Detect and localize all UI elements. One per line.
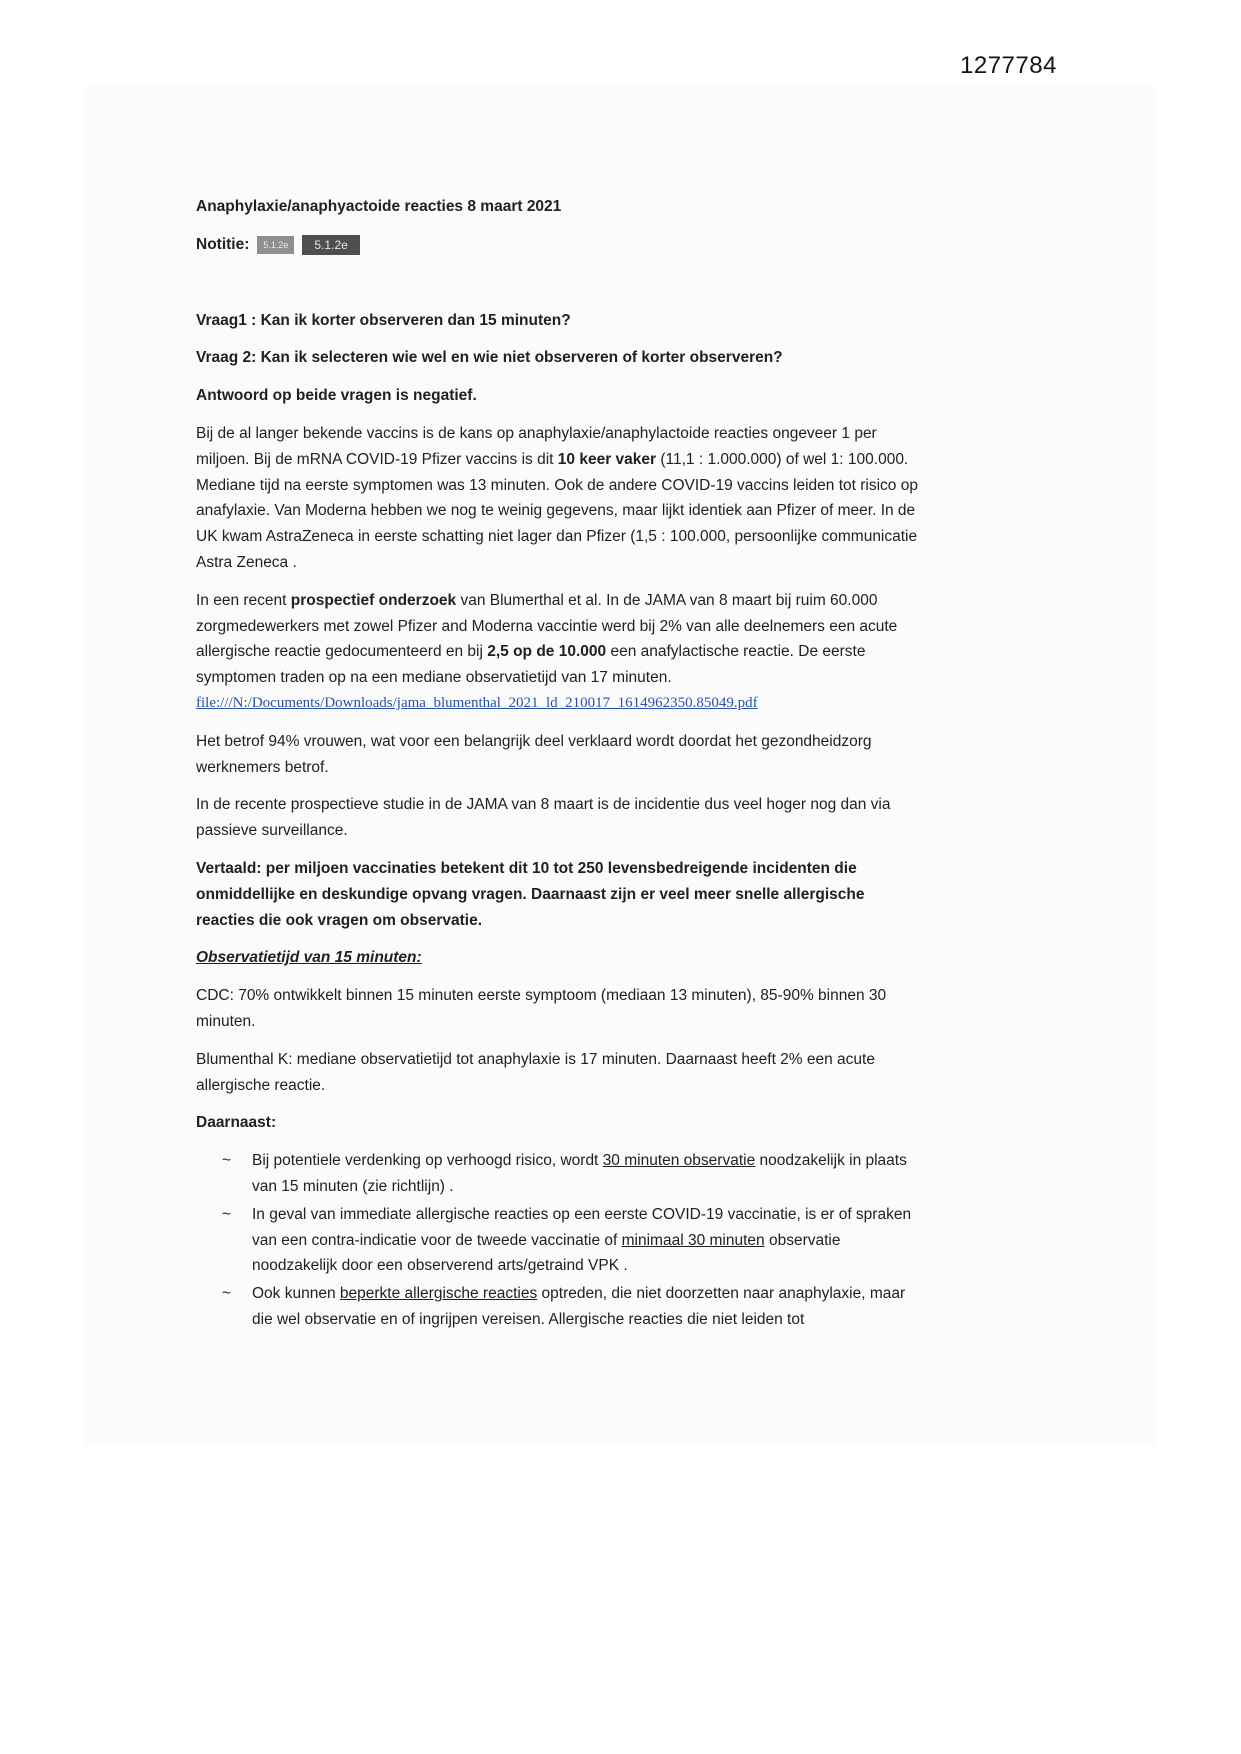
page-number: 1277784 [960,52,1057,79]
paragraph-jama-study [196,588,918,717]
notitie-row [196,232,918,258]
bold-run: 2,5 op de 10.000 [487,643,607,661]
bullet-marker: ~ [222,1152,232,1170]
heading-daarnaast: Daarnaast: [196,1114,277,1132]
paragraph-text: Bij potentiele verdenking op verhoogd risico, wordt [252,1152,603,1170]
answer-heading: Antwoord op beide vragen is negatief. [196,387,477,405]
paragraph-text: van Blumerthal et al. In de JAMA van 8 maart bij ruim 60.000 zorgmedewerkers met zowel Pfizer and Moderna vaccintie werd bij 2% van alle deelnemers een acute allergische reactie gedocumenteerd en bij [196,591,898,661]
paragraph-text: Bij de al langer bekende vaccins is de kans op anaphylaxie/anaphylactoide reacties ongeveer 1 per miljoen. Bij de mRNA COVID-19 Pfizer vaccins is dit [196,424,877,468]
paragraph-text: een anafylactische reactie. De eerste symptomen traden op na een mediane observatietijd van 17 minuten. [196,643,866,687]
bullet-item-beperkte-reacties [196,1281,918,1333]
paragraph-cdc: CDC: 70% ontwikkelt binnen 15 minuten eerste symptoom (mediaan 13 minuten), 85-90% binnen 30 minuten. [196,987,887,1030]
paragraph-blumenthal: Blumenthal K: mediane observatietijd tot anaphylaxie is 17 minuten. Daarnaast heeft 2% een acute allergische reactie. [196,1050,875,1094]
paragraph-text: In geval van immediate allergische reacties op een eerste COVID-19 vaccinatie, is er of spraken van een contra-indicatie voor de tweede vaccinatie of [252,1205,912,1249]
redaction-box-2: 5.1.2e [302,235,359,255]
paragraph-text: (11,1 : 1.000.000) of wel 1: 100.000. Mediane tijd na eerste symptomen was 13 minuten. Ook de andere COVID-19 vaccins leiden tot risico op anafylaxie. Van Moderna hebben we nog te weinig gegevens, maar lijkt identiek aan Pfizer of meer. In de UK kwam AstraZeneca in eerste schatting niet lager dan Pfizer (1,5 : 100.000, persoonlijke communicatie Astra Zeneca . [196,450,918,571]
paragraph-text: Ook kunnen [252,1285,340,1303]
bullet-item-30min-observatie [196,1148,918,1200]
paragraph-vertaald: Vertaald: per miljoen vaccinaties betekent dit 10 tot 250 levensbedreigende incidenten die onmiddellijke en deskundige opvang vragen. Daarnaast zijn er veel meer snelle allergische reacties die ook vragen om observatie. [196,859,865,929]
paragraph-vaccine-risk [196,421,918,576]
paragraph-text: observatie noodzakelijk door een observerend arts/getraind VPK . [252,1231,841,1275]
bullet-item-contra-indicatie [196,1202,918,1279]
bullet-text [252,1202,918,1279]
paragraph-women: Het betrof 94% vrouwen, wat voor een belangrijk deel verklaard wordt doordat het gezondheidzorg werknemers betrof. [196,732,872,776]
doc-title: Anaphylaxie/anaphyactoide reacties 8 maart 2021 [196,198,562,215]
underline-run: 30 minuten observatie [602,1152,756,1170]
underline-run: beperkte allergische reacties [339,1285,538,1303]
notitie-label: Notitie: [196,235,250,253]
paragraph-text: optreden, die niet doorzetten naar anaphylaxie, maar die wel observatie en of ingrijpen vereisen. Allergische reacties die niet leiden tot [252,1285,906,1328]
question-2: Vraag 2: Kan ik selecteren wie wel en wie niet observeren of korter observeren? [196,349,783,367]
paragraph-text: noodzakelijk in plaats van 15 minuten (zie richtlijn) . [252,1152,907,1195]
paragraph-incidence: In de recente prospectieve studie in de JAMA van 8 maart is de incidentie dus veel hoger nog dan via passieve surveillance. [196,796,891,840]
bold-run: prospectief onderzoek [290,591,457,609]
redaction-box-1: 5.1.2e [257,236,294,254]
bullet-list [196,1148,918,1333]
heading-observatietijd: Observatietijd van 15 minuten: [196,949,422,967]
paragraph-text: In een recent [196,591,291,609]
bullet-marker: ~ [222,1285,232,1303]
bullet-text [252,1281,918,1333]
underline-run: minimaal 30 minuten [621,1231,765,1249]
bullet-marker: ~ [222,1205,232,1223]
bold-run: 10 keer vaker [557,450,657,468]
question-1: Vraag1 : Kan ik korter observeren dan 15 minuten? [196,311,571,329]
bullet-text [252,1148,918,1200]
document-body [196,194,918,1335]
jama-pdf-link[interactable]: file:///N:/Documents/Downloads/jama_blumenthal_2021_ld_210017_1614962350.85049.pdf [196,694,758,711]
